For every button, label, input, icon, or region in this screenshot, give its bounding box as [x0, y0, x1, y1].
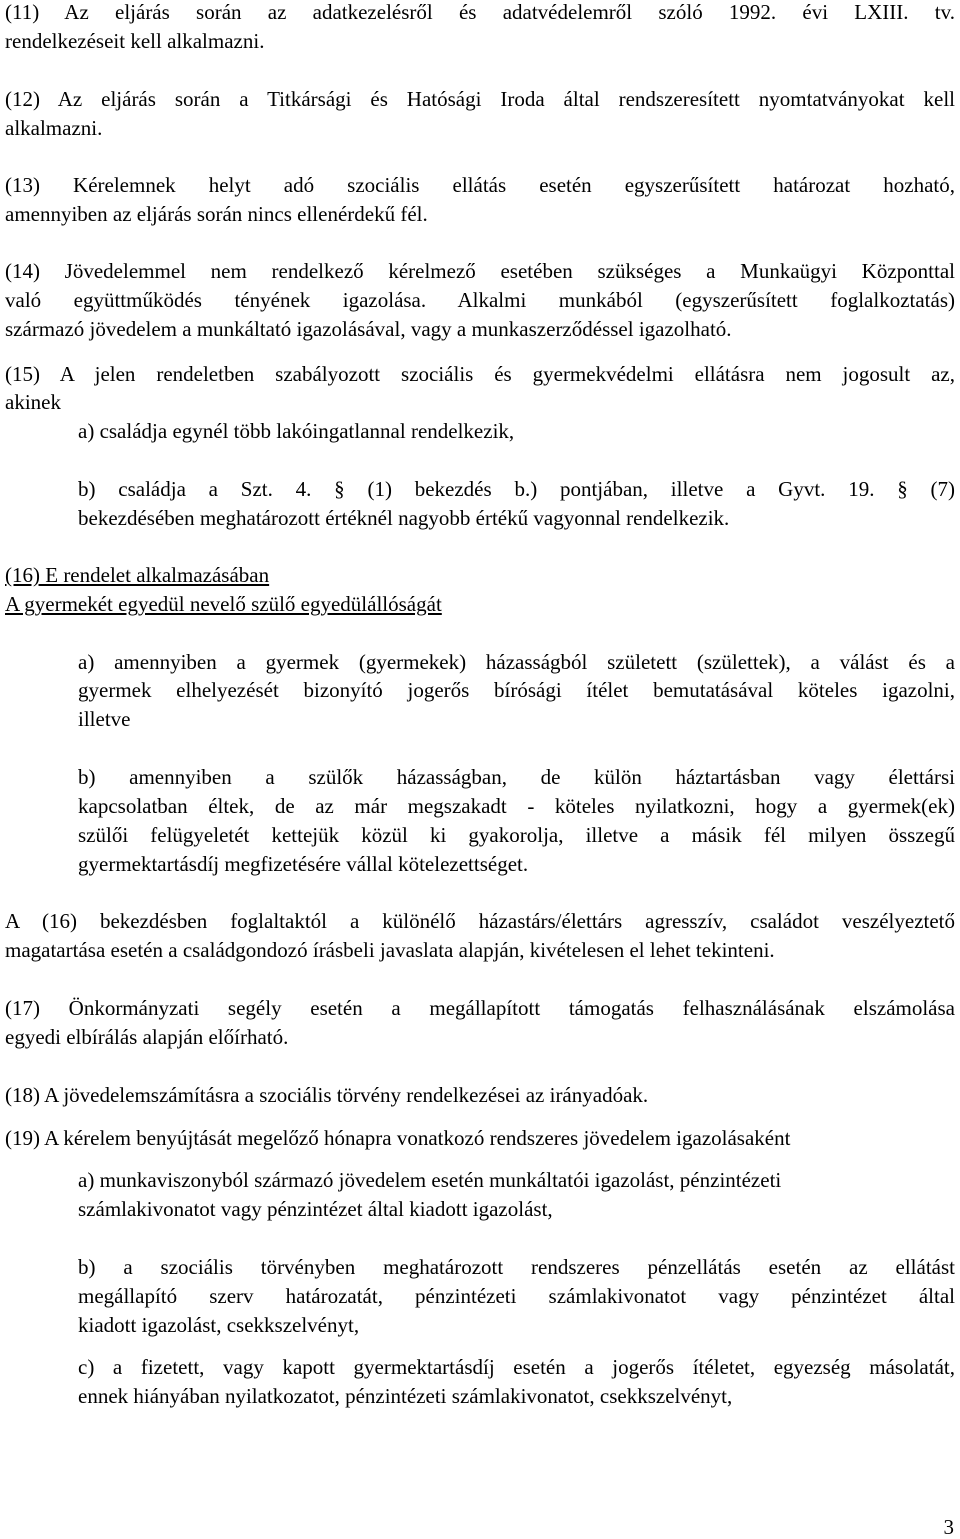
list-item-line: kapcsolatban éltek, de az már megszakadt - köteles nyilatkozni, hogy a gyermek(ek): [78, 794, 955, 818]
list-item-line: b) családja a Szt. 4. § (1) bekezdés b.) pontjában, illetve a Gyvt. 19. § (7): [78, 477, 955, 501]
list-item-line: a) családja egynél több lakóingatlannal rendelkezik,: [78, 419, 515, 443]
paragraph-line: (11) Az eljárás során az adatkezelésről és adatvédelemről szóló 1992. évi LXIII. tv.: [5, 0, 955, 24]
list-item-line: a) munkaviszonyból származó jövedelem esetén munkáltatói igazolást, pénzintézeti: [78, 1168, 782, 1192]
list-item-line: gyermek elhelyezését bizonyító jogerős bírósági ítélet bemutatásával köteles igazolni,: [78, 678, 955, 702]
list-item-line: b) amennyiben a szülők házasságban, de külön háztartásban vagy élettársi: [78, 765, 955, 789]
list-item-line: illetve: [78, 707, 131, 731]
list-item-line: számlakivonatot vagy pénzintézet által kiadott igazolást,: [78, 1197, 553, 1221]
list-item-line: gyermektartásdíj megfizetésére vállal kötelezettséget.: [78, 852, 529, 876]
page-number: 3: [943, 1515, 954, 1539]
paragraph-line: alkalmazni.: [5, 116, 103, 140]
paragraph-line: (12) Az eljárás során a Titkársági és Hatósági Iroda által rendszeresített nyomtatványokat kell: [5, 87, 955, 111]
paragraph-line: rendelkezéseit kell alkalmazni.: [5, 29, 265, 53]
list-item-line: b) a szociális törvényben meghatározott rendszeres pénzellátás esetén az ellátást: [78, 1255, 955, 1279]
list-item-line: kiadott igazolást, csekkszelvényt,: [78, 1313, 360, 1337]
paragraph-line: (14) Jövedelemmel nem rendelkező kérelmező esetében szükséges a Munkaügyi Központtal: [5, 259, 955, 283]
list-item-line: megállapító szerv határozatát, pénzintézeti számlakivonatot vagy pénzintézet által: [78, 1284, 955, 1308]
paragraph-line: (18) A jövedelemszámításra a szociális törvény rendelkezései az irányadóak.: [5, 1083, 649, 1107]
paragraph-subheading: A gyermekét egyedül nevelő szülő egyedülállóságát: [5, 592, 442, 616]
paragraph-line: akinek: [5, 390, 61, 414]
paragraph-line: (17) Önkormányzati segély esetén a megállapított támogatás felhasználásának elszámolása: [5, 996, 955, 1020]
list-item-line: szülői felügyeletét kettejük közül ki gyakorolja, illetve a másik fél milyen összegű: [78, 823, 955, 847]
paragraph-line: egyedi elbírálás alapján előírható.: [5, 1025, 289, 1049]
list-item-line: a) amennyiben a gyermek (gyermekek) házasságból született (születtek), a válást és a: [78, 650, 955, 674]
paragraph-line: magatartása esetén a családgondozó írásbeli javaslata alapján, kivételesen el lehet tekinteni.: [5, 938, 775, 962]
paragraph-line: (15) A jelen rendeletben szabályozott szociális és gyermekvédelmi ellátásra nem jogosult az,: [5, 362, 955, 386]
paragraph-line: való együttműködés tényének igazolása. Alkalmi munkából (egyszerűsített foglalkoztatás): [5, 288, 955, 312]
list-item-line: c) a fizetett, vagy kapott gyermektartásdíj esetén a jogerős ítéletet, egyezség másolatát,: [78, 1355, 955, 1379]
paragraph-line: A (16) bekezdésben foglaltaktól a különélő házastárs/élettárs agresszív, családot veszélyeztető: [5, 909, 955, 933]
paragraph-line: amennyiben az eljárás során nincs ellenérdekű fél.: [5, 202, 428, 226]
list-item-line: bekezdésében meghatározott értéknél nagyobb értékű vagyonnal rendelkezik.: [78, 506, 730, 530]
paragraph-line: származó jövedelem a munkáltató igazolásával, vagy a munkaszerződéssel igazolható.: [5, 317, 732, 341]
paragraph-line: (19) A kérelem benyújtását megelőző hónapra vonatkozó rendszeres jövedelem igazolásaként: [5, 1126, 791, 1150]
paragraph-heading: (16) E rendelet alkalmazásában: [5, 563, 270, 587]
list-item-line: ennek hiányában nyilatkozatot, pénzintézeti számlakivonatot, csekkszelvényt,: [78, 1384, 733, 1408]
paragraph-line: (13) Kérelemnek helyt adó szociális ellátás esetén egyszerűsített határozat hozható,: [5, 173, 955, 197]
